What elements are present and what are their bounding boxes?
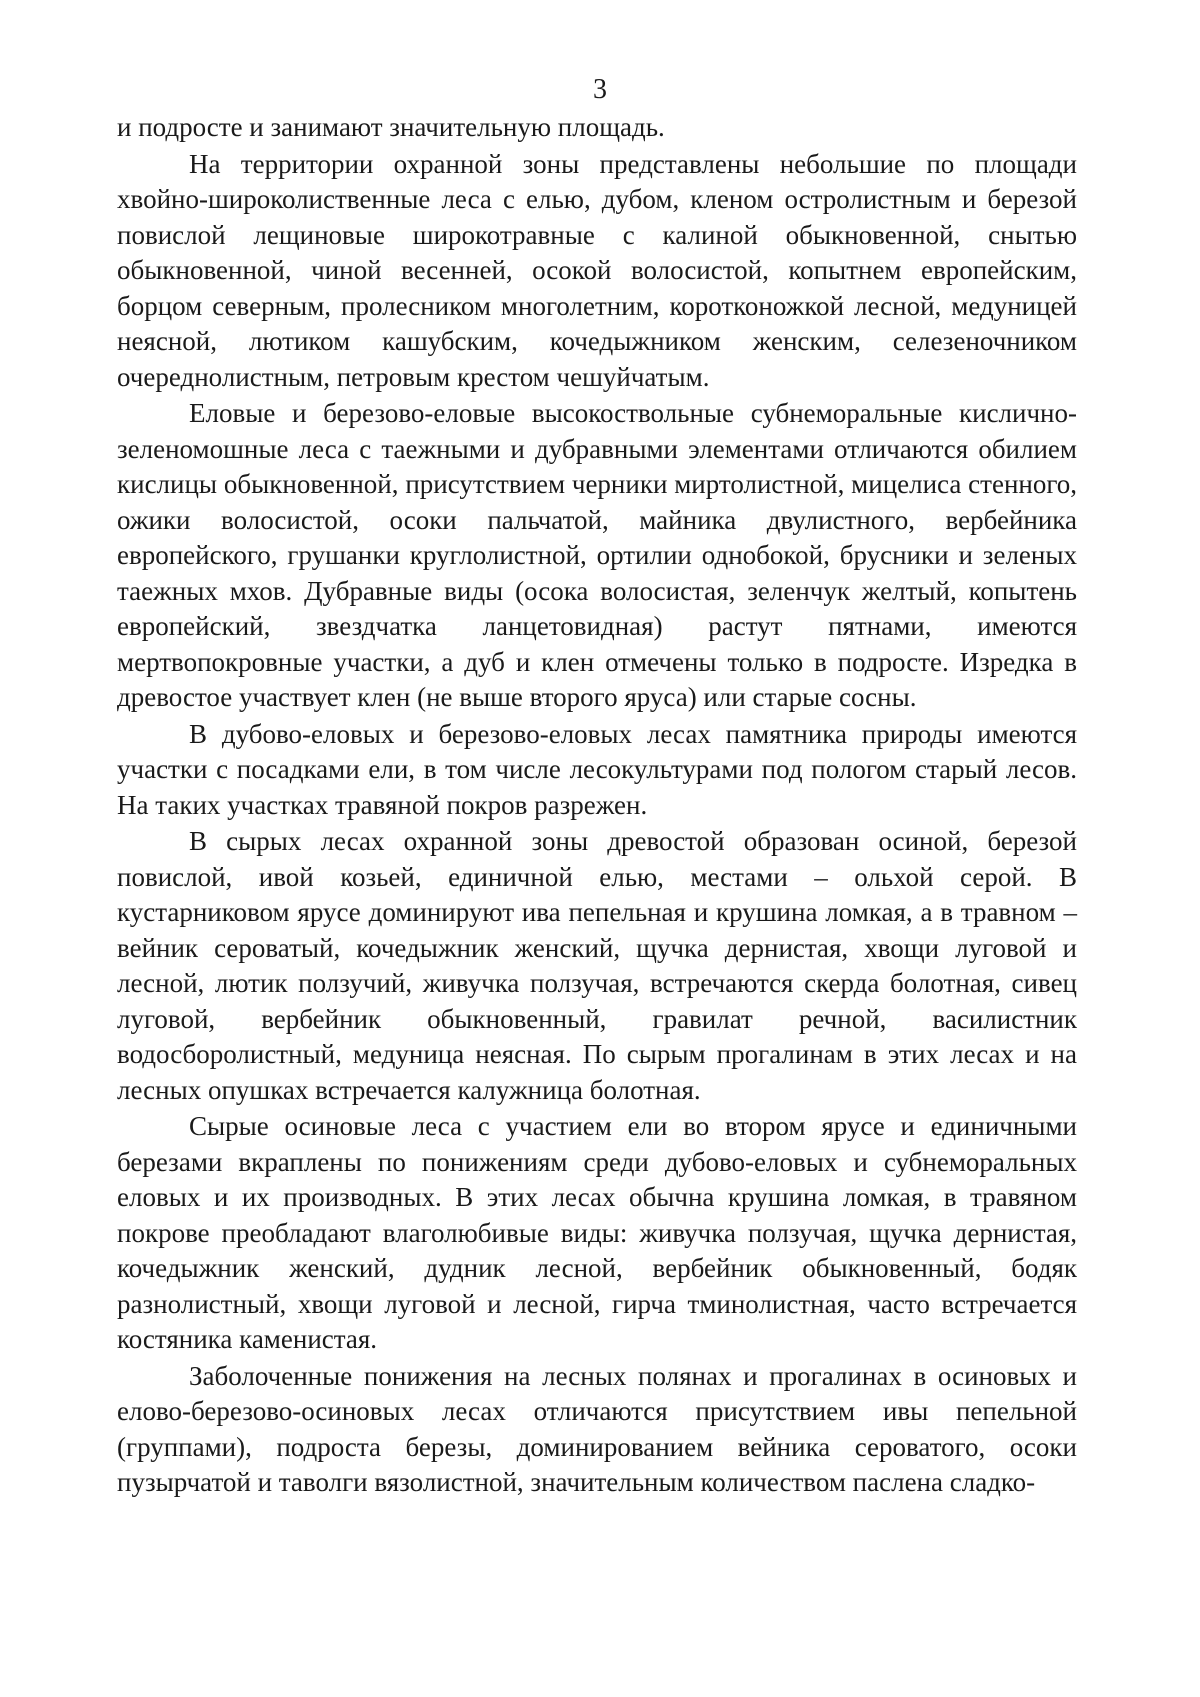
paragraph-spruce-plantings: В дубово-еловых и березово-еловых лесах памятника природы имеются участки с посадками ели, в том числе лесокультурами под пологом старый лесов. На таких участках травяной покров разрежен.	[117, 718, 1077, 820]
paragraph-swampy-depressions: Заболоченные понижения на лесных полянах и прогалинах в осиновых и елово-березово-осиновых лесах отличаются присутствием ивы пепельной (группами), подроста березы, доминированием вейника сероватого, осоки пузырчатой и таволги вязолистной, значительным количеством паслена сладко-	[117, 1360, 1077, 1497]
paragraph-wet-forests: В сырых лесах охранной зоны древостой образован осиной, березой повислой, ивой козьей, единичной елью, местами – ольхой серой. В кустарниковом ярусе доминируют ива пепельная и крушина ломкая, а в травном – вейник сероватый, кочедыжник женский, щучка дернистая, хвощи луговой и лесной, лютик ползучий, живучка ползучая, встречаются скерда болотная, сивец луговой, вербейник обыкновенный, гравилат речной, василистник водосборолистный, медуница неясная. По сырым прогалинам в этих лесах и на лесных опушках встречается калужница болотная.	[117, 826, 1077, 1105]
paragraph-spruce-forests: Еловые и березово-еловые высокоствольные субнеморальные кислично-зеленомошные леса с таежными и дубравными элементами отличаются обилием кислицы обыкновенной, присутствием черники миртолистной, мицелиса стенного, ожики волосистой, осоки пальчатой, майника двулистного, вербейника европейского, грушанки круглолистной, ортилии однобокой, брусники и зеленых таежных мхов. Дубравные виды (осока волосистая, зеленчук желтый, копытень европейский, звездчатка ланцетовидная) растут пятнами, имеются мертвопокровные участки, а дуб и клен отмечены только в подросте. Изредка в древостое участвует клен (не выше второго яруса) или старые сосны.	[117, 398, 1077, 712]
document-body	[117, 110, 1077, 1501]
page-number: 3	[593, 74, 607, 105]
paragraph-continuation: и подросте и занимают значительную площадь.	[117, 112, 665, 142]
paragraph-protected-zone-forests: На территории охранной зоны представлены небольшие по площади хвойно-широколиственные леса с елью, дубом, кленом остролистным и березой повислой лещиновые широкотравные с калиной обыкновенной, снытью обыкновенной, чиной весенней, осокой волосистой, копытнем европейским, борцом северным, пролесником многолетним, коротконожкой лесной, медуницей неясной, лютиком кашубским, кочедыжником женским, селезеночником очереднолистным, петровым крестом чешуйчатым.	[117, 148, 1077, 392]
paragraph-aspen-forests: Сырые осиновые леса с участием ели во втором ярусе и единичными березами вкраплены по понижениям среди дубово-еловых и субнеморальных еловых и их производных. В этих лесах обычна крушина ломкая, в травяном покрове преобладают влаголюбивые виды: живучка ползучая, щучка дернистая, кочедыжник женский, дудник лесной, вербейник обыкновенный, бодяк разнолистный, хвощи луговой и лесной, гирча тминолистная, часто встречается костяника каменистая.	[117, 1111, 1077, 1354]
